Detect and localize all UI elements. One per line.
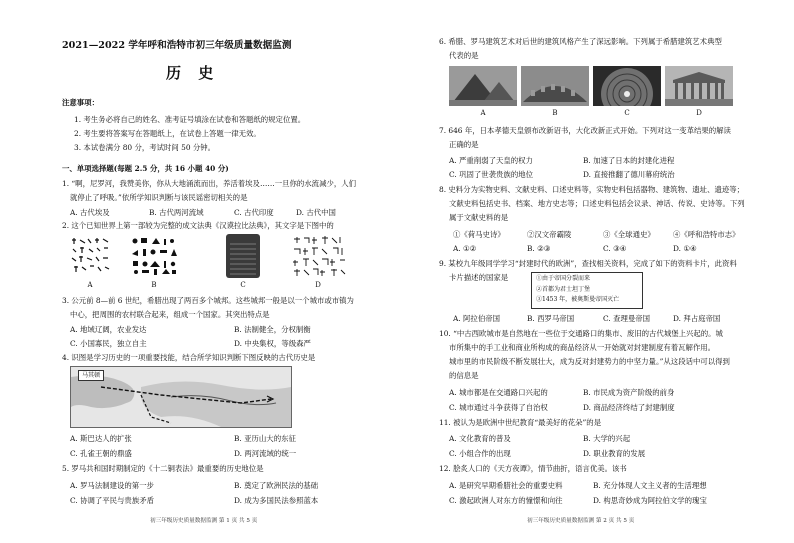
notice-2: 2. 考生要将答案写在答题纸上，在试卷上答题一律无效。 xyxy=(74,129,261,138)
q8-item-1: ①《荷马史诗》 xyxy=(453,230,505,239)
q6-label-b: B xyxy=(552,109,558,117)
q9-card-line-3: ③1453 年，被奥斯曼帝国灭亡 xyxy=(536,296,620,303)
q3-opt-b: B. 法制健全，分权制衡 xyxy=(234,325,311,334)
q4-line: 4. 识图是学习历史的一项重要技能，结合所学知识判断下图反映的古代历史是 xyxy=(62,353,316,362)
q7-line-1: 7. 646 年，日本孝德天皇颁布改新诏书，大化改新正式开始。下列对这一变革结果的解读 xyxy=(439,126,731,135)
q6-image-c-pantheon-dome xyxy=(593,66,661,106)
q8-line-2: 文献史料包括史书、档案、地方史志等；口述史料包括会议录、神话、传说、史诗等。下列 xyxy=(449,199,745,208)
q11-opt-d: D. 职业教育的发展 xyxy=(583,449,646,458)
q3-opt-c: C. 小国寡民，独立自主 xyxy=(70,339,147,348)
q7-line-2: 正确的是 xyxy=(449,140,479,149)
q5-line: 5. 罗马共和国时期制定的《十二铜表法》最重要的历史地位是 xyxy=(62,464,264,473)
q12-opt-a: A. 是研究早期希腊社会的重要史料 xyxy=(449,481,563,490)
q2-image-c-stele xyxy=(226,234,260,278)
q1-opt-c: C. 古代印度 xyxy=(234,208,274,217)
q10-opt-b: B. 市民成为资产阶级的前身 xyxy=(583,388,675,397)
q2-label-c: C xyxy=(240,281,246,289)
q6-label-d: D xyxy=(696,109,702,117)
q2-label-d: D xyxy=(315,281,321,289)
q3-opt-d: D. 中央集权，等级森严 xyxy=(234,339,311,348)
q8-opt-a: A. ①② xyxy=(453,244,477,253)
q9-opt-d: D. 拜占庭帝国 xyxy=(673,314,721,323)
q4-opt-c: C. 孔雀王朝的鼎盛 xyxy=(70,449,132,458)
q10-line-1: 10. “中古西欧城市是自然地在一些位于交通路口的集市、废旧的古代城堡上兴起的。城 xyxy=(439,329,723,338)
q9-info-card xyxy=(531,272,643,309)
q7-opt-c: C. 巩固了世袭贵族的地位 xyxy=(449,170,533,179)
q9-card-line-1: ①由于帝国分裂而来 xyxy=(536,275,591,282)
q8-line-3: 属于文献史料的是 xyxy=(449,213,509,222)
q6-label-a: A xyxy=(480,109,486,117)
q5-opt-a: A. 罗马法制建设的第一步 xyxy=(70,481,154,490)
q4-opt-a: A. 斯巴达人的扩张 xyxy=(70,434,132,443)
q5-opt-d: D. 成为多国民法参照蓝本 xyxy=(234,496,319,505)
q9-opt-a: A. 阿拉伯帝国 xyxy=(453,314,500,323)
q6-line-1: 6. 希腊、罗马建筑艺术对后世的建筑风格产生了深远影响。下列属于希腊建筑艺术典型 xyxy=(439,37,722,46)
q8-item-3: ③《全球通史》 xyxy=(603,230,655,239)
q10-line-4: 的信息是 xyxy=(449,371,479,380)
q6-label-c: C xyxy=(624,109,630,117)
q2-label-a: A xyxy=(87,281,93,289)
notice-1: 1. 考生务必将自己的姓名、准考证号填涂在试卷和答题纸的规定位置。 xyxy=(74,115,306,124)
q8-item-2: ②汉文帝霸陵 xyxy=(527,230,572,239)
q11-opt-b: B. 大学的兴起 xyxy=(583,434,631,443)
q2-image-b-hieroglyphs xyxy=(130,236,178,276)
q9-card-line-2: ②首都为君士坦丁堡 xyxy=(536,286,591,293)
q12-line: 12. 脍炙人口的《天方夜谭》，情节曲折，语言优美。该书 xyxy=(439,464,627,473)
exam-title: 2021—2022 学年呼和浩特市初三年级质量数据监测 xyxy=(62,40,292,51)
q1-line-2: 就停止了呼吸。”依所学知识判断与该民谣密切相关的是 xyxy=(70,193,248,202)
q1-opt-d: D. 古代中国 xyxy=(296,208,336,217)
q5-opt-b: B. 奠定了欧洲民法的基础 xyxy=(234,481,319,490)
q11-opt-c: C. 小组合作的出现 xyxy=(449,449,511,458)
q9-line-2: 卡片描述的国家是 xyxy=(449,273,509,282)
q3-line-1: 3. 公元前 8—前 6 世纪，希腊出现了两百多个城邦。这些城邦一般是以一个城市或市镇为 xyxy=(62,296,354,305)
q4-opt-d: D. 两河流域的统一 xyxy=(234,449,297,458)
q8-opt-c: C. ③④ xyxy=(603,244,627,253)
q4-opt-b: B. 亚历山大的东征 xyxy=(234,434,296,443)
q10-opt-d: D. 商品经济终结了封建制度 xyxy=(583,403,675,412)
q6-image-d-parthenon xyxy=(665,66,733,106)
notice-title: 注意事项： xyxy=(62,98,99,107)
q6-image-b-colosseum xyxy=(521,66,589,106)
q12-opt-c: C. 激起欧洲人对东方的憧憬和向往 xyxy=(449,496,563,505)
q2-label-b: B xyxy=(151,281,157,289)
right-page xyxy=(397,0,794,543)
q4-map-label: 马其顿 xyxy=(78,370,104,381)
q6-line-2: 代表的是 xyxy=(449,51,479,60)
q8-line-1: 8. 史料分为实物史料、文献史料、口述史料等，实物史料包括器物、建筑物、遗址、遗迹等； xyxy=(439,185,745,194)
q11-line: 11. 被认为是欧洲中世纪教育“最美好的花朵”的是 xyxy=(439,418,602,427)
q9-opt-b: B. 西罗马帝国 xyxy=(527,314,575,323)
q9-opt-c: C. 查理曼帝国 xyxy=(603,314,651,323)
q1-opt-b: B. 古代两河流域 xyxy=(149,208,204,217)
q8-opt-d: D. ①④ xyxy=(673,244,697,253)
q3-line-2: 中心，把周围的农村联合起来，组成一个国家。其突出特点是 xyxy=(70,310,270,319)
q6-image-a-pyramid xyxy=(449,66,517,106)
page-footer-left: 初三年级历史质量数据监测 第 1 页 共 5 页 xyxy=(150,518,258,524)
q2-image-d-chinese-script xyxy=(292,235,346,277)
q8-item-4: ④《呼和浩特市志》 xyxy=(673,230,740,239)
section-title: 一、单项选择题(每题 2.5 分，共 16 小题 40 分) xyxy=(62,164,229,173)
q10-opt-a: A. 城市都是在交通路口兴起的 xyxy=(449,388,548,397)
q11-opt-a: A. 文化教育的普及 xyxy=(449,434,511,443)
notice-3: 3. 本试卷满分 80 分，考试时间 50 分钟。 xyxy=(74,143,216,152)
q1-opt-a: A. 古代埃及 xyxy=(70,208,110,217)
q7-opt-b: B. 加速了日本的封建化进程 xyxy=(583,156,675,165)
q9-line-1: 9. 某校九年级同学学习“封建时代的欧洲”，查找相关资料，完成了如下的资料卡片，此资料 xyxy=(439,259,737,268)
q1-line-1: 1. “啊，尼罗河，我赞美你，你从大地涌流而出，养活着埃及……一旦你的水流减少，人们 xyxy=(62,179,357,188)
q10-line-2: 市所集中的手工业和商业所构成的商品经济从一开始就对封建制度有着瓦解作用。 xyxy=(449,343,716,352)
q2-image-a-cuneiform xyxy=(70,236,112,276)
page-footer-right: 初三年级历史质量数据监测 第 2 页 共 5 页 xyxy=(527,518,635,524)
q10-line-3: 城市里的市民阶级不断发展壮大，成为反对封建势力的中坚力量。”从这段话中可以得到 xyxy=(449,357,730,366)
q5-opt-c: C. 协调了平民与贵族矛盾 xyxy=(70,496,154,505)
q8-opt-b: B. ②③ xyxy=(527,244,551,253)
q12-opt-d: D. 构思奇妙成为阿拉伯文学的瑰宝 xyxy=(593,496,707,505)
q12-opt-b: B. 充分体现人文主义者的生活理想 xyxy=(593,481,707,490)
q7-opt-d: D. 直接推翻了德川幕府统治 xyxy=(583,170,675,179)
q3-opt-a: A. 地域辽阔，农业发达 xyxy=(70,325,147,334)
q2-line: 2. 这个已知世界上第一部较为完整的成文法典《汉谟拉比法典》，其文字是下图中的 xyxy=(62,221,334,230)
q10-opt-c: C. 城市通过斗争获得了自治权 xyxy=(449,403,548,412)
q7-opt-a: A. 严重削弱了天皇的权力 xyxy=(449,156,533,165)
subject-title: 历 史 xyxy=(166,64,220,82)
